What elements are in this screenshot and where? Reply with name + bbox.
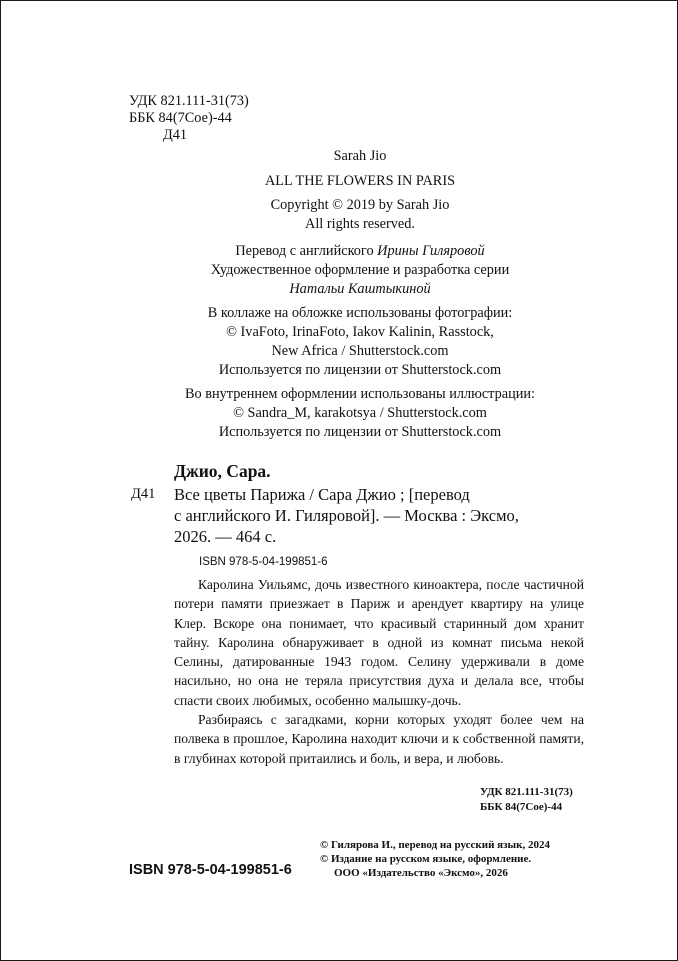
translation-credit	[150, 241, 570, 261]
top-udk: УДК 821.111-31(73)	[129, 93, 249, 109]
copyright-translation: © Гилярова И., перевод на русский язык, 2024	[320, 839, 550, 851]
translator-name: Ирины Гиляровой	[377, 243, 485, 259]
footer-isbn: ISBN 978-5-04-199851-6	[129, 862, 292, 878]
annotation-paragraph-2: Разбираясь с загадками, корни которых уходят более чем на полвека в прошлое, Каролина находит ключи и к собственной памяти, в глубинах которой притаились и боль, и вера, и любовь.	[174, 712, 584, 766]
copyright-edition: © Издание на русском языке, оформление.	[320, 853, 532, 865]
translation-prefix: Перевод с английского	[235, 243, 378, 259]
catalog-line3: 2026. — 464 с.	[174, 527, 277, 546]
original-copyright: Copyright © 2019 by Sarah Jio	[270, 197, 450, 213]
bottom-bbk: ББК 84(7Сое)-44	[480, 801, 563, 813]
original-author: Sarah Jio	[333, 148, 387, 164]
cover-photos-line1: В коллаже на обложке использованы фотографии:	[207, 305, 513, 321]
inner-illustrations-line1: Во внутреннем оформлении использованы иллюстрации:	[184, 386, 536, 402]
catalog-heading: Джио, Сара.	[174, 461, 271, 481]
catalog-line1: Все цветы Парижа / Сара Джио ; [перевод	[174, 485, 470, 504]
original-rights: All rights reserved.	[305, 216, 415, 232]
cover-photos-line3: New Africa / Shutterstock.com	[271, 343, 449, 359]
catalog-cutter: Д41	[131, 486, 156, 502]
catalog-isbn: ISBN 978-5-04-199851-6	[199, 556, 328, 568]
top-cutter: Д41	[163, 127, 188, 143]
original-title: ALL THE FLOWERS IN PARIS	[264, 173, 456, 189]
inner-illustrations-line3: Используется по лицензии от Shutterstock.com	[218, 424, 502, 440]
annotation	[174, 575, 584, 768]
top-bbk: ББК 84(7Сое)-44	[129, 110, 232, 126]
cover-photos-line4: Используется по лицензии от Shutterstock.com	[218, 362, 502, 378]
design-credit: Художественное оформление и разработка серии	[210, 262, 510, 278]
copyright-publisher: ООО «Издательство «Эксмо», 2026	[334, 867, 508, 879]
catalog-line2: с английского И. Гиляровой]. — Москва : Эксмо,	[174, 506, 519, 525]
designer-name: Натальи Каштыкиной	[289, 281, 431, 297]
inner-illustrations-line2: © Sandra_M, karakotsya / Shutterstock.com	[233, 405, 487, 421]
annotation-paragraph-1: Каролина Уильямс, дочь известного киноактера, после частичной потери памяти приезжает в Париж и арендует квартиру на улице Клер. Вскоре она понимает, что красивый старинный дом хранит тайну. Каролина обнаруживает в одной из комнат письма некой Селины, датированные 1943 годом. Селину удерживали в доме насильно, но она не теряла присутствия духа и делала все, чтобы спасти своих любимых, особенно малышку-дочь.	[174, 577, 584, 708]
cover-photos-line2: © IvaFoto, IrinaFoto, Iakov Kalinin, Rasstock,	[226, 324, 494, 340]
bottom-udk: УДК 821.111-31(73)	[480, 786, 573, 798]
